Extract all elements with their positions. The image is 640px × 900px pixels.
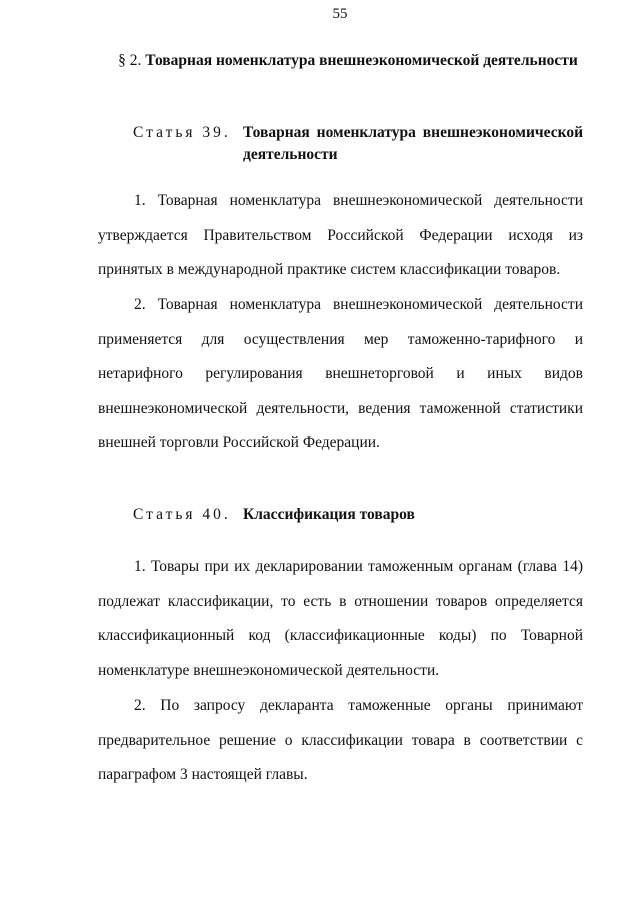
article-label: Статья 40. [133, 506, 231, 523]
article-title: Классификация товаров [243, 506, 415, 523]
section-title: Товарная номенклатура внешнеэкономической деятельности [145, 52, 578, 69]
article-40-heading [133, 504, 583, 526]
article-label: Статья 39. [133, 124, 231, 141]
article-title: Товарная номенклатура внешнеэкономической деятельности [243, 124, 583, 163]
page-number: 55 [332, 6, 348, 22]
section-number: § 2. [118, 52, 142, 69]
article-40-paragraph-2: 2. По запросу декларанта таможенные органы принимают предварительное решение о классификации товара в соответствии с параграфом 3 настоящей главы. [98, 697, 583, 783]
section-heading [98, 52, 598, 70]
article-39-paragraph-2: 2. Товарная номенклатура внешнеэкономической деятельности применяется для осуществления мер таможенно-тарифного и нетарифного регулирования внешнеторговой и иных видов внешнеэкономической деятельности, ведения таможенной статистики внешней торговли Российской Федерации. [98, 296, 583, 451]
article-39-heading [133, 122, 583, 166]
article-40-paragraph-1: 1. Товары при их декларировании таможенным органам (глава 14) подлежат классификации, то есть в отношении товаров определяется классификационный код (классификационные коды) по Товарной номенклатуре внешнеэкономической деятельности. [98, 558, 583, 679]
article-39-paragraph-1: 1. Товарная номенклатура внешнеэкономической деятельности утверждается Правительством Российской Федерации исходя из принятых в международной практике систем классификации товаров. [98, 192, 583, 278]
